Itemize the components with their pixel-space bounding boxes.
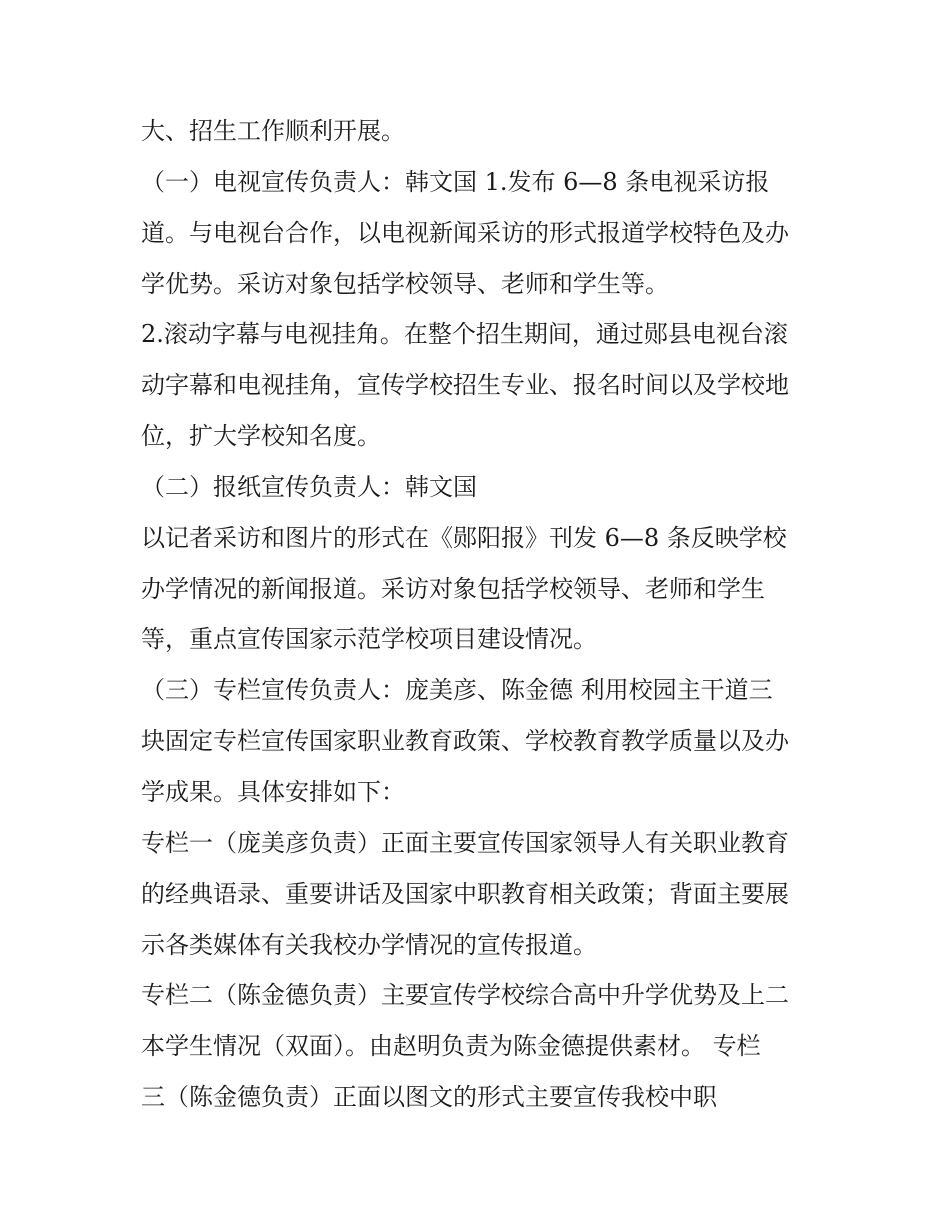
text-line-8: （二）报纸宣传负责人：韩文国 bbox=[141, 472, 477, 501]
text-line-5: 2.滚动字幕与电视挂角。在整个招生期间，通过郧县电视台滚 bbox=[141, 320, 788, 349]
document-body bbox=[141, 106, 831, 1123]
text-line-3: 道。与电视台合作，以电视新闻采访的形式报道学校特色及办 bbox=[141, 218, 789, 247]
text-line-14: 学成果。具体安排如下： bbox=[141, 777, 405, 806]
text-line-11: 等，重点宣传国家示范学校项目建设情况。 bbox=[141, 625, 597, 654]
text-line-9: 以记者采访和图片的形式在《郧阳报》刊发 6—8 条反映学校 bbox=[141, 523, 787, 552]
text-line-12: （三）专栏宣传负责人：庞美彦、陈金德 利用校园主干道三 bbox=[141, 676, 773, 705]
text-line-10: 办学情况的新闻报道。采访对象包括学校领导、老师和学生 bbox=[141, 574, 765, 603]
text-line-13: 块固定专栏宣传国家职业教育政策、学校教育教学质量以及办 bbox=[141, 727, 789, 756]
text-line-2: （一）电视宣传负责人：韩文国 1.发布 6—8 条电视采访报 bbox=[141, 167, 770, 196]
text-line-7: 位，扩大学校知名度。 bbox=[141, 422, 381, 451]
text-line-1: 大、招生工作顺利开展。 bbox=[141, 117, 405, 145]
text-line-20: 三（陈金德负责）正面以图文的形式主要宣传我校中职 bbox=[141, 1083, 717, 1112]
text-line-17: 示各类媒体有关我校办学情况的宣传报道。 bbox=[141, 930, 597, 959]
text-line-15: 专栏一（庞美彦负责）正面主要宣传国家领导人有关职业教育 bbox=[141, 828, 789, 857]
text-line-19: 本学生情况（双面）。由赵明负责为陈金德提供素材。 专栏 bbox=[141, 1032, 761, 1061]
text-line-18: 专栏二（陈金德负责）主要宣传学校综合高中升学优势及上二 bbox=[141, 981, 789, 1010]
text-line-4: 学优势。采访对象包括学校领导、老师和学生等。 bbox=[141, 269, 669, 298]
text-line-6: 动字幕和电视挂角，宣传学校招生专业、报名时间以及学校地 bbox=[141, 371, 789, 400]
text-line-16: 的经典语录、重要讲话及国家中职教育相关政策；背面主要展 bbox=[141, 879, 789, 908]
